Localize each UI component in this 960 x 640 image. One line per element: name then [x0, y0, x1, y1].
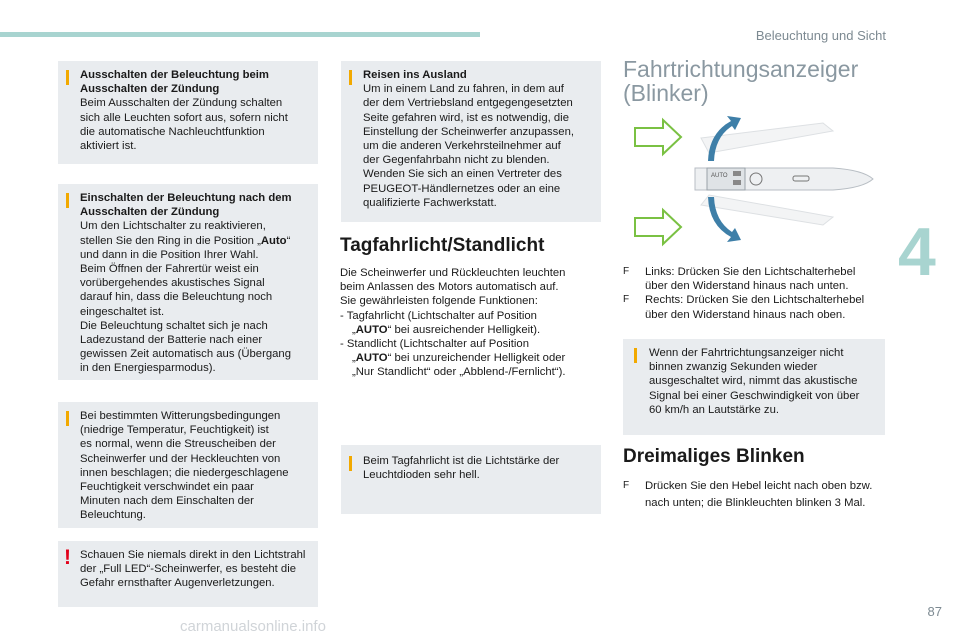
- section-title: Beleuchtung und Sicht: [755, 28, 886, 43]
- daytime-lights-text: Die Scheinwerfer und Rückleuchten leuchten beim Anlassen des Motors automatisch auf. Sie gewährleisten folgende Funktionen: - Tagfahrlicht (Lichtschalter auf Position „AUTO“ bei ausreichender Helligkeit). - Standlicht (Lichtschalter auf Position „AUTO“ bei unzureichender Helligkeit oder „Nur Standlicht“ oder „Abblend-/Fernlicht“).: [340, 267, 566, 379]
- chapter-number: 4: [898, 214, 936, 290]
- note-ignition-off: Ausschalten der Beleuchtung beim Ausschalten der Zündung Beim Ausschalten der Zündung schalten sich alle Leuchten sofort aus, sofern nicht die automatische Nachleuchtfunktion aktiviert ist.: [58, 61, 318, 164]
- warning-icon: !: [64, 546, 71, 569]
- stalk-auto-label: AUTO: [711, 173, 728, 179]
- list-item: F Links: Drücken Sie den Lichtschalterhebel über den Widerstand hinaus nach unten.: [623, 266, 856, 293]
- header-accent-bar: [0, 32, 480, 37]
- info-marker-icon: [66, 193, 69, 208]
- arrow-left-icon: [635, 210, 681, 244]
- indicator-instructions: [623, 265, 885, 322]
- info-marker-icon: [349, 70, 352, 85]
- page-number: 87: [927, 604, 942, 619]
- info-marker-icon: [66, 411, 69, 426]
- heading-daytime-lights: Tagfahrlicht/Standlicht: [340, 235, 545, 256]
- note-lights-after-ignition: Einschalten der Beleuchtung nach dem Ausschalten der Zündung Um den Lichtschalter zu reaktivieren, stellen Sie den Ring in die Position „Auto“ und dann in die Position Ihrer Wahl. Beim Öffnen der Fahrertür weist ein vorübergehendes akustisches Signal darauf hin, dass die Beleuchtung noch eingeschaltet ist. Die Beleuchtung schaltet sich je nach Ladezustand der Batterie nach einer gewissen Zeit automatisch aus (Übergang in den Energiesparmodus).: [58, 184, 318, 380]
- note-led-brightness: Beim Tagfahrlicht ist die Lichtstärke der Leuchtdioden sehr hell.: [341, 445, 601, 514]
- note-condensation: Bei bestimmten Witterungsbedingungen (niedrige Temperatur, Feuchtigkeit) ist es normal, wenn die Streuscheiben der Scheinwerfer und der Heckleuchten von innen beschlagen; die niedergeschlagene Feuchtigkeit verschwindet ein paar Minuten nach dem Einschalten der Beleuchtung.: [58, 402, 318, 528]
- triple-flash-instructions: [623, 478, 885, 511]
- watermark: carmanualsonline.info: [180, 618, 326, 635]
- heading-direction-indicators: Fahrtrichtungsanzeiger (Blinker): [623, 56, 859, 106]
- info-marker-icon: [66, 70, 69, 85]
- bullet-icon: F: [623, 480, 630, 491]
- bullet-icon: F: [623, 294, 630, 306]
- list-item: F Drücken Sie den Hebel leicht nach oben bzw. nach unten; die Blinkleuchten blinken 3 Mal.: [623, 480, 873, 509]
- indicator-stalk-illustration: [623, 113, 885, 253]
- info-marker-icon: [349, 456, 352, 471]
- note-indicator-sound: Wenn der Fahrtrichtungsanzeiger nicht binnen zwanzig Sekunden wieder ausgeschaltet wird, nimmt das akustische Signal bei einer Geschwindigkeit von über 60 km/h an Lautstärke zu.: [623, 339, 885, 435]
- list-item: F Rechts: Drücken Sie den Lichtschalterhebel über den Widerstand hinaus nach oben.: [623, 294, 865, 321]
- info-marker-icon: [634, 348, 637, 363]
- note-travel-abroad: Reisen ins Ausland Um in einem Land zu fahren, in dem auf der dem Vertriebsland entgegengesetzten Seite gefahren wird, ist es notwendig, die Einstellung der Scheinwerfer anzupassen, um die anderen Verkehrsteilnehmer auf der Gegenfahrbahn nicht zu blenden. Wenden Sie sich an einen Vertreter des PEUGEOT-Händlernetzes oder an eine qualifizierte Fachwerkstatt.: [341, 61, 601, 222]
- warning-led-beam: ! Schauen Sie niemals direkt in den Lichtstrahl der „Full LED“-Scheinwerfer, es besteht die Gefahr ernsthafter Augenverletzungen.: [58, 541, 318, 607]
- heading-triple-flash: Dreimaliges Blinken: [623, 446, 805, 467]
- bullet-icon: F: [623, 266, 630, 277]
- arrow-right-icon: [635, 120, 681, 154]
